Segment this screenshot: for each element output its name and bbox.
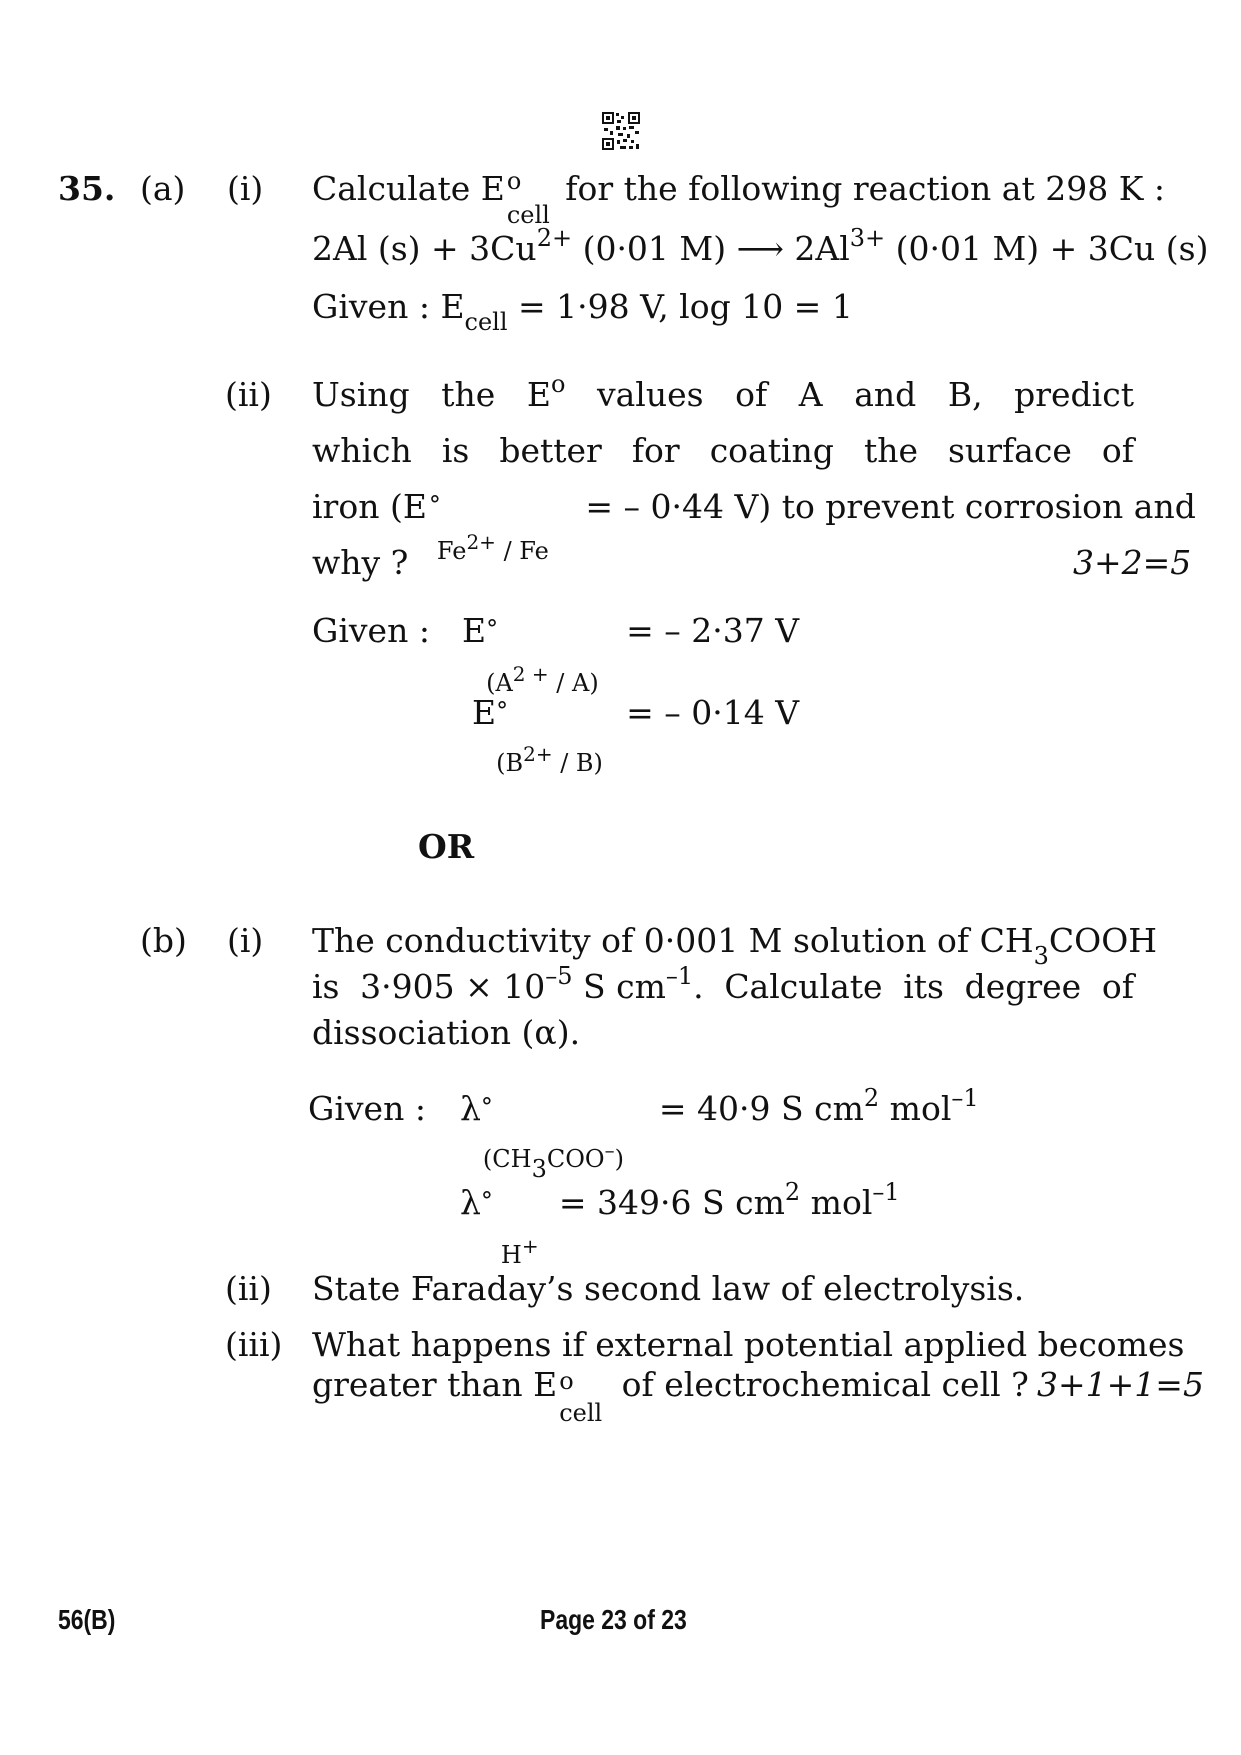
- part-b-i-line3: dissociation (α).: [312, 1013, 581, 1052]
- part-b-iii-line1: What happens if external potential applied becomes: [312, 1325, 1185, 1364]
- part-a-ii-line4: why ?: [312, 543, 409, 582]
- part-b-ii-label: (ii): [225, 1269, 272, 1308]
- part-a-ii-label: (ii): [225, 375, 272, 414]
- part-b-ii-text: State Faraday’s second law of electrolysis.: [312, 1269, 1025, 1308]
- part-a-ii-given-label: Given :: [312, 611, 430, 650]
- part-b-label: (b): [140, 921, 187, 960]
- part-a-i-reaction: 2Al $(s) + 3Cu^{2+}$ (0·01 M) ⟶ $2Al^{3+}$ (0·01 M) + 3Cu (s): [312, 224, 1209, 268]
- part-a-i-given: Given : $E_{cell} = 1\cdot 98$ V, log 10 = 1: [312, 287, 853, 336]
- part-a-ii-line1: Using the $E^o$ values of A and B, predict: [312, 370, 1134, 414]
- part-b-i-label: (i): [227, 921, 264, 960]
- reaction-arrow: ⟶: [736, 229, 784, 268]
- part-a-marks: 3+2=5: [1073, 543, 1192, 582]
- part-b-iii-label: (iii): [225, 1325, 283, 1364]
- part-b-marks: 3+1+1=5: [1037, 1365, 1204, 1404]
- part-b-iii-line2: greater than E o cell of electrochemical cell ?: [312, 1365, 1029, 1427]
- part-a-ii-line3: iron (E ° $Fe^{2+}$ / Fe = – 0·44 V) to prevent corrosion and: [312, 487, 1196, 565]
- part-b-i-given-label: Given :: [308, 1089, 426, 1128]
- qr-code: [601, 111, 641, 151]
- page-number: Page 23 of 23: [540, 1604, 687, 1635]
- part-b-i-line1: The conductivity of 0·001 M solution of $CH_3COOH$: [312, 921, 1158, 970]
- part-a-ii-given-a: E ° $(A^{2 +} / A)$ = – 2·37 V: [462, 611, 800, 697]
- or-separator: OR: [418, 827, 475, 866]
- paper-code: 56(B): [58, 1604, 116, 1635]
- part-a-ii-given-b: E ° $(B^{2+} / B)$ = – 0·14 V: [472, 693, 800, 777]
- part-a-i-line1: Calculate E o cell for the following reaction at 298 K :: [312, 167, 1165, 229]
- question-number: 35.: [58, 169, 116, 208]
- part-b-i-line2: is $3\cdot 905 \times 10^{-5}$ S $cm^{-1}$. Calculate its degree of: [312, 962, 1134, 1006]
- part-b-i-given-a: λ ° (CH3COO–) = 40·9 S $cm^2$ mol$^{-1}$: [460, 1084, 979, 1183]
- part-a-ii-line2: which is better for coating the surface of: [312, 431, 1134, 470]
- part-b-i-given-b: λ ° H+ = 349·6 S $cm^2$ mol$^{-1}$: [460, 1178, 900, 1269]
- part-a-label: (a): [140, 169, 186, 208]
- part-a-i-label: (i): [227, 169, 264, 208]
